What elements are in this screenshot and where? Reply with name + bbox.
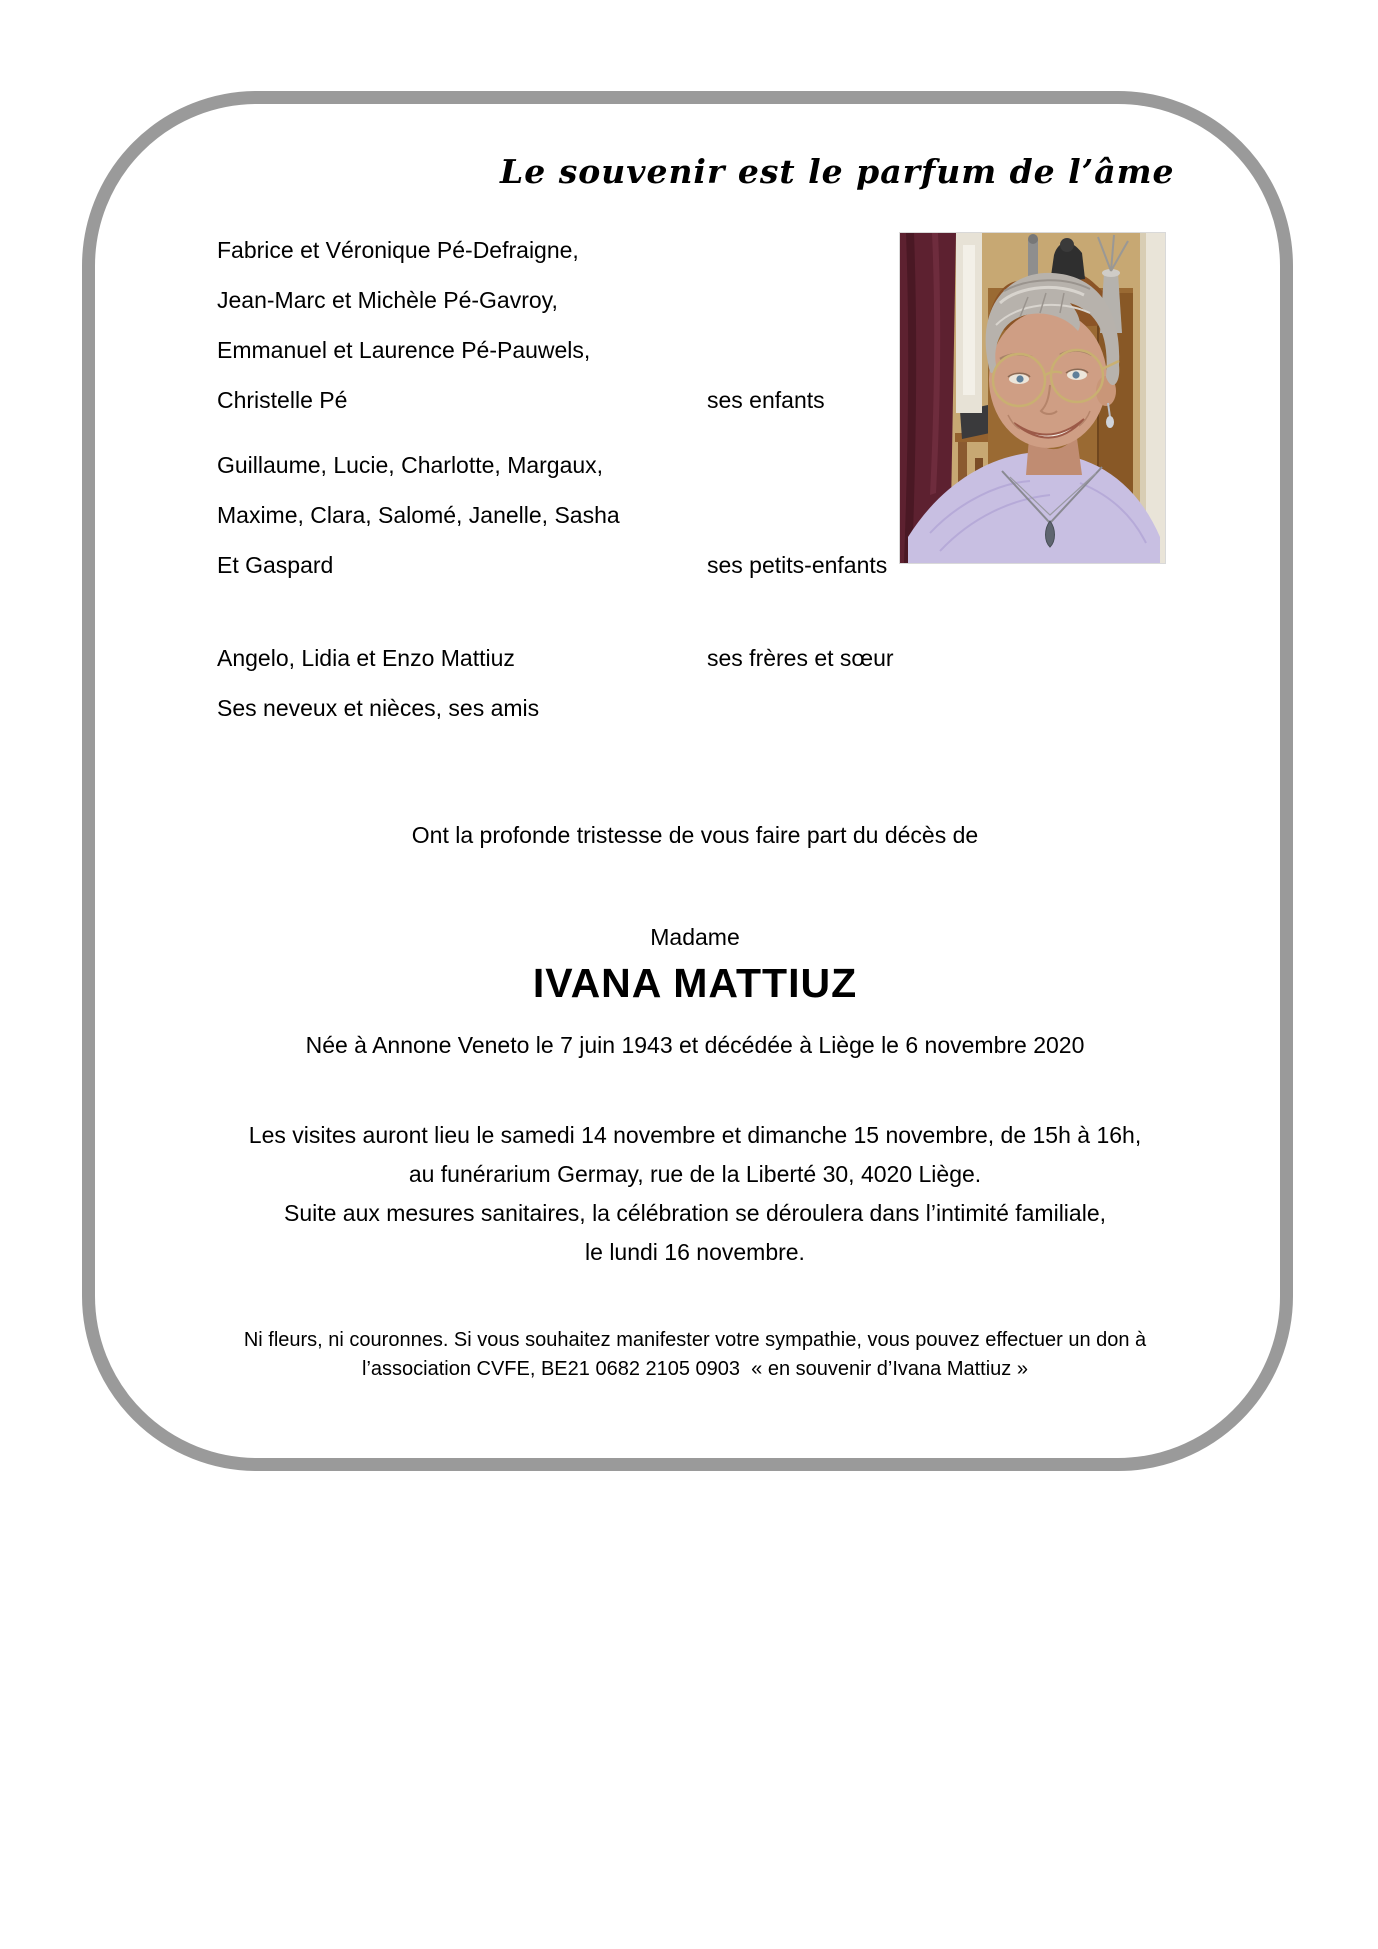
children-name-line: Jean-Marc et Michèle Pé-Gavroy, bbox=[217, 287, 558, 313]
deceased-title: Madame bbox=[650, 924, 740, 950]
relatives-friends-line: Ses neveux et nièces, ses amis bbox=[217, 695, 540, 721]
ceremony-line: Suite aux mesures sanitaires, la célébration se déroulera dans l’intimité familiale, bbox=[283, 1200, 1106, 1226]
children-name-line: Fabrice et Véronique Pé-Defraigne, bbox=[217, 237, 579, 263]
children-name-line: Emmanuel et Laurence Pé-Pauwels, bbox=[217, 337, 591, 363]
grandchildren-names-list bbox=[217, 440, 620, 590]
ceremony-line: Les visites auront lieu le samedi 14 novembre et dimanche 15 novembre, de 15h à 16h, bbox=[248, 1122, 1142, 1148]
children-name-line: Christelle Pé bbox=[217, 387, 348, 413]
announcement-text: Ont la profonde tristesse de vous faire part du décès de bbox=[411, 822, 979, 848]
portrait-photo-image bbox=[900, 233, 1165, 563]
ceremony-details bbox=[110, 1116, 1280, 1272]
grandchildren-name-line: Guillaume, Lucie, Charlotte, Margaux, bbox=[217, 452, 604, 478]
grandchildren-relationship-label: ses petits-enfants bbox=[707, 552, 888, 578]
siblings-relationship-label: ses frères et sœur bbox=[707, 645, 894, 671]
ceremony-line: le lundi 16 novembre. bbox=[585, 1239, 805, 1265]
siblings-names-list bbox=[217, 633, 539, 733]
deceased-name: IVANA MATTIUZ bbox=[532, 960, 858, 1006]
memorial-quote: Le souvenir est le parfum de l’âme bbox=[500, 152, 1175, 191]
ceremony-line: au funérarium Germay, rue de la Liberté 30, 4020 Liège. bbox=[408, 1161, 982, 1187]
donation-line: Ni fleurs, ni couronnes. Si vous souhaitez manifester votre sympathie, vous pouvez effectuer un don à bbox=[243, 1329, 1147, 1351]
children-relationship-label: ses enfants bbox=[707, 387, 825, 413]
grandchildren-name-line: Et Gaspard bbox=[217, 552, 334, 578]
siblings-name-line: Angelo, Lidia et Enzo Mattiuz bbox=[217, 645, 515, 671]
donation-note bbox=[110, 1326, 1280, 1384]
deceased-life-details: Née à Annone Veneto le 7 juin 1943 et décédée à Liège le 6 novembre 2020 bbox=[305, 1032, 1085, 1058]
grandchildren-name-line: Maxime, Clara, Salomé, Janelle, Sasha bbox=[217, 502, 620, 528]
donation-line: l’association CVFE, BE21 0682 2105 0903 « en souvenir d’Ivana Mattiuz » bbox=[362, 1358, 1028, 1380]
children-names-list bbox=[217, 225, 590, 425]
portrait-photo bbox=[899, 232, 1166, 564]
